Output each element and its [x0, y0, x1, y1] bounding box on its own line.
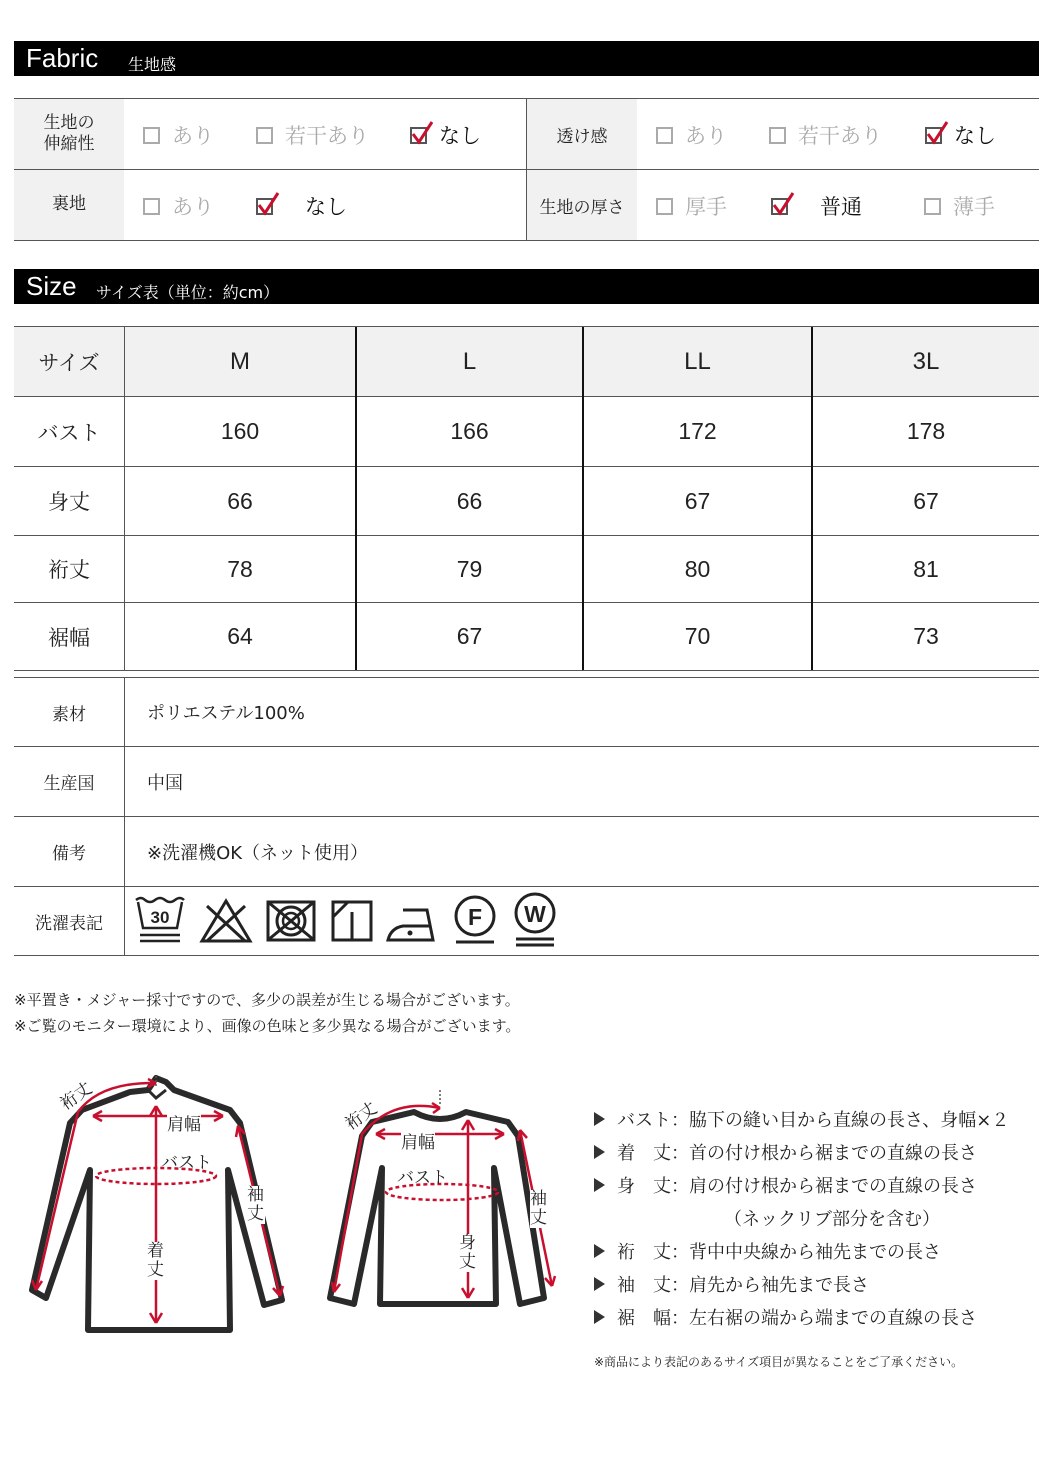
table-cell: 78: [227, 555, 253, 582]
shirt-label-mitake: 身丈: [459, 1233, 476, 1272]
row-label-mitake: 身丈: [48, 490, 90, 514]
fabric-section-header: [14, 41, 1039, 76]
legend-item: バスト：脇下の縫い目から直線の長さ、身幅×２: [594, 1106, 1009, 1132]
no-tumble-dry-icon: [264, 898, 318, 944]
label-lining: 裏地: [14, 170, 124, 240]
legend-item-continued: （ネックリブ部分を含む）: [724, 1209, 940, 1230]
triangle-bullet-icon: [594, 1178, 605, 1192]
svg-text:F: F: [467, 904, 483, 930]
table-cell: 79: [456, 555, 483, 582]
option-lining-nashi[interactable]: なし: [256, 191, 347, 221]
care-label: 洗濯表記: [35, 913, 103, 934]
table-cell: 73: [913, 623, 939, 649]
shirt-label-katahaba: 肩幅: [401, 1128, 435, 1153]
iron-low-icon: [385, 900, 441, 944]
table-cell: 67: [684, 487, 711, 514]
material-value: ポリエステル100%: [147, 703, 305, 724]
size-col-ll: LL: [684, 347, 711, 375]
checked-checkbox-icon: [410, 127, 427, 144]
triangle-bullet-icon: [594, 1277, 605, 1291]
legend-item: 裄 丈：背中中央線から袖先までの長さ: [594, 1238, 941, 1264]
option-sheer-jakkan[interactable]: 若干あり: [769, 120, 882, 150]
label-sheerness: 透け感: [527, 99, 637, 169]
row-label-yukitake: 裄丈: [48, 558, 90, 582]
origin-value: 中国: [147, 772, 183, 794]
triangle-bullet-icon: [594, 1310, 605, 1324]
table-cell: 66: [227, 487, 253, 514]
option-lining-ari[interactable]: あり: [143, 191, 214, 221]
jacket-label-yuki: 裄丈: [56, 1078, 97, 1115]
option-stretch-ari[interactable]: あり: [143, 120, 214, 150]
size-title-jp: サイズ表（単位：約cm）: [96, 283, 280, 302]
dry-clean-f-icon: [451, 894, 499, 946]
size-title-en: Size: [26, 271, 77, 301]
triangle-bullet-icon: [594, 1112, 605, 1126]
line-dry-shade-icon: [329, 898, 375, 944]
size-col-m: M: [230, 347, 250, 375]
table-cell: 67: [913, 487, 939, 514]
checkbox-icon: [924, 198, 941, 215]
option-thick-atsude[interactable]: 厚手: [656, 191, 727, 221]
jacket-label-katahaba: 肩幅: [167, 1110, 201, 1135]
jacket-label-sode: 袖丈: [247, 1185, 264, 1224]
table-cell: 67: [456, 623, 483, 649]
checkbox-icon: [143, 127, 160, 144]
option-stretch-nashi[interactable]: なし: [410, 120, 481, 150]
size-header-label: サイズ: [38, 350, 100, 375]
label-thickness: 生地の厚さ: [527, 170, 637, 240]
option-sheer-ari[interactable]: あり: [656, 120, 727, 150]
table-cell: 160: [220, 418, 260, 444]
legend-item: 袖 丈：肩先から袖先まで長さ: [594, 1271, 869, 1297]
wash-30-gentle-icon: [133, 894, 187, 946]
size-section-header: [14, 269, 1039, 304]
remarks-label: 備考: [52, 844, 86, 864]
checkbox-icon: [656, 198, 673, 215]
checked-checkbox-icon: [256, 198, 273, 215]
fabric-title-jp: 生地感: [128, 55, 177, 74]
table-cell: 178: [906, 418, 946, 444]
origin-label: 生産国: [43, 774, 95, 794]
checkbox-icon: [256, 127, 273, 144]
legend-item: 裾 幅：左右裾の端から端までの直線の長さ: [594, 1304, 977, 1330]
fabric-title-en: Fabric: [26, 43, 99, 73]
remarks-value: ※洗濯機OK（ネット使用）: [147, 842, 369, 864]
legend-item: 着 丈：首の付け根から裾までの直線の長さ: [594, 1139, 977, 1165]
size-col-3l: 3L: [912, 347, 940, 375]
table-cell: 66: [456, 487, 483, 514]
shirt-label-bust: バスト: [397, 1168, 448, 1188]
option-thick-futsuu[interactable]: 普通: [771, 191, 862, 221]
table-cell: 166: [450, 418, 489, 444]
checkbox-icon: [143, 198, 160, 215]
table-cell: 64: [227, 623, 253, 649]
checked-checkbox-icon: [771, 198, 788, 215]
shirt-label-sode: 袖丈: [530, 1189, 547, 1228]
jacket-label-kitake: 着丈: [147, 1241, 164, 1280]
table-cell: 70: [684, 623, 711, 649]
footnote: ※商品により表記のあるサイズ項目が異なることをご了承ください。: [594, 1355, 964, 1369]
triangle-bullet-icon: [594, 1244, 605, 1258]
svg-text:30: 30: [150, 908, 170, 927]
shirt-label-yuki: 裄丈: [341, 1098, 382, 1135]
checkbox-icon: [769, 127, 786, 144]
jacket-label-bust: バスト: [161, 1153, 212, 1173]
wet-clean-w-icon: [509, 891, 561, 949]
option-stretch-jakkan[interactable]: 若干あり: [256, 120, 369, 150]
checkbox-icon: [656, 127, 673, 144]
checked-checkbox-icon: [925, 127, 942, 144]
table-cell: 80: [684, 555, 711, 582]
no-bleach-icon: [199, 898, 253, 944]
label-stretch: 生地の 伸縮性: [14, 99, 124, 169]
option-thick-usude[interactable]: 薄手: [924, 191, 995, 221]
material-label: 素材: [52, 704, 86, 725]
row-label-susohaba: 裾幅: [48, 625, 90, 650]
option-sheer-nashi[interactable]: なし: [925, 120, 996, 150]
legend-item: 身 丈：肩の付け根から裾までの直線の長さ: [594, 1172, 977, 1198]
triangle-bullet-icon: [594, 1145, 605, 1159]
row-label-bust: バスト: [37, 420, 101, 445]
note-monitor: ※ご覧のモニター環境により、画像の色味と多少異なる場合がございます。: [14, 1017, 521, 1035]
note-measurement: ※平置き・メジャー採寸ですので、多少の誤差が生じる場合がございます。: [14, 991, 520, 1009]
svg-text:W: W: [524, 901, 546, 927]
table-cell: 81: [913, 555, 939, 582]
size-col-l: L: [462, 347, 477, 375]
table-cell: 172: [678, 418, 717, 444]
